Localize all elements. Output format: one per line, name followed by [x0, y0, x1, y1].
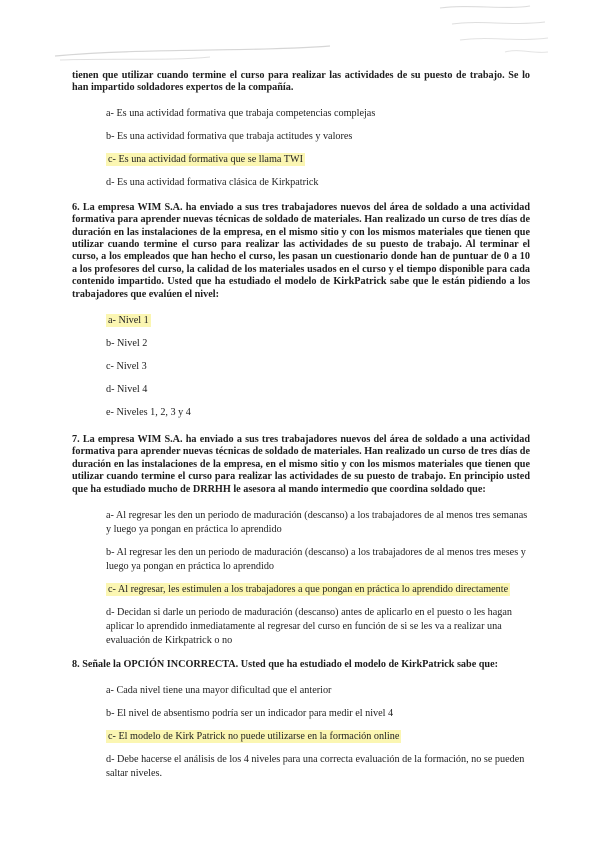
q8-option-a[interactable]: a- Cada nivel tiene una mayor dificultad que el anterior: [106, 684, 332, 696]
document-page: [72, 70, 530, 781]
q7-option-d[interactable]: d- Decidan si darle un periodo de maduración (descanso) antes de aplicarlo en el puesto o les hagan aplicar lo aprendido inmediatamente al regresar del curso en función de si se les va a realizar una evaluación de Kirkpatrick o no: [106, 607, 512, 647]
highlighted-answer: c- Al regresar, les estimulen a los trabajadores a que pongan en práctica lo aprendido directamente: [108, 584, 509, 596]
q5-option-c[interactable]: [106, 153, 530, 167]
q8-option-b[interactable]: b- El nivel de absentismo podría ser un indicador para medir el nivel 4: [106, 707, 394, 719]
highlighted-answer: c- El modelo de Kirk Patrick no puede utilizarse en la formación online: [108, 730, 400, 742]
q8-option-c[interactable]: [106, 730, 530, 744]
q6-option-e[interactable]: e- Niveles 1, 2, 3 y 4: [106, 407, 191, 419]
q6-option-c[interactable]: c- Nivel 3: [106, 361, 147, 373]
q7-option-c[interactable]: [106, 583, 530, 597]
q5-stem-tail: tienen que utilizar cuando termine el curso para realizar las actividades de su puesto de trabajo. Se lo han impartido soldadores expertos de la compañía.: [72, 70, 530, 94]
q8-stem: 8. Señale la OPCIÓN INCORRECTA. Usted que ha estudiado el modelo de KirkPatrick sabe que:: [72, 659, 499, 671]
q7-option-a[interactable]: a- Al regresar les den un periodo de maduración (descanso) a los trabajadores de al menos tres semanas y luego ya pongan en práctica lo aprendido: [106, 510, 528, 536]
q5-option-a[interactable]: a- Es una actividad formativa que trabaja competencias complejas: [106, 107, 376, 119]
q5-option-b[interactable]: b- Es una actividad formativa que trabaja actitudes y valores: [106, 130, 353, 142]
handwritten-scribbles: [0, 0, 600, 70]
q7-stem: 7. La empresa WIM S.A. ha enviado a sus tres trabajadores nuevos del área de soldado a una actividad formativa para aprender nuevas técnicas de soldado de materiales. Han realizado un curso de tres días de duración en las instalaciones de la empresa, en el mismo sitio y con los mismos materiales que tienen que utilizar cuando termine el curso para realizar las actividades de su puesto de trabajo. En principio usted que ha estudiado mucho de DRRHH le asesora al mando intermedio que coordina soldado que:: [72, 434, 530, 495]
highlighted-answer: c- Es una actividad formativa que se llama TWI: [108, 153, 303, 165]
q5-option-d[interactable]: d- Es una actividad formativa clásica de Kirkpatrick: [106, 176, 319, 188]
q6-stem: 6. La empresa WIM S.A. ha enviado a sus tres trabajadores nuevos del área de soldado a una actividad formativa para aprender nuevas técnicas de soldado de materiales. Han realizado un curso de tres días de duración en las instalaciones de la empresa, en el mismo sitio y con los mismos materiales que tienen que utilizar cuando termine el curso para realizar las actividades de su puesto de trabajo. Al terminar el curso, a los empleados que han hecho el curso, les pasan un cuestionario donde han de puntuar de 0 a 10 a los profesores del curso, la calidad de los materiales usados en el curso y el tiempo disponible para cada contenido impartido. Usted que ha estudiado el modelo de KirkPatrick sabe que le están pidiendo a los trabajadores que evalúen el nivel:: [72, 201, 530, 300]
q8-option-d[interactable]: d- Debe hacerse el análisis de los 4 niveles para una correcta evaluación de la formación, no se pueden saltar niveles.: [106, 753, 525, 779]
q6-option-b[interactable]: b- Nivel 2: [106, 338, 148, 350]
highlighted-answer: a- Nivel 1: [108, 315, 149, 327]
q6-option-a[interactable]: [106, 314, 530, 328]
q7-option-b[interactable]: b- Al regresar les den un periodo de maduración (descanso) a los trabajadores de al menos tres meses y luego ya pongan en práctica lo aprendido: [106, 547, 526, 573]
q6-option-d[interactable]: d- Nivel 4: [106, 384, 148, 396]
